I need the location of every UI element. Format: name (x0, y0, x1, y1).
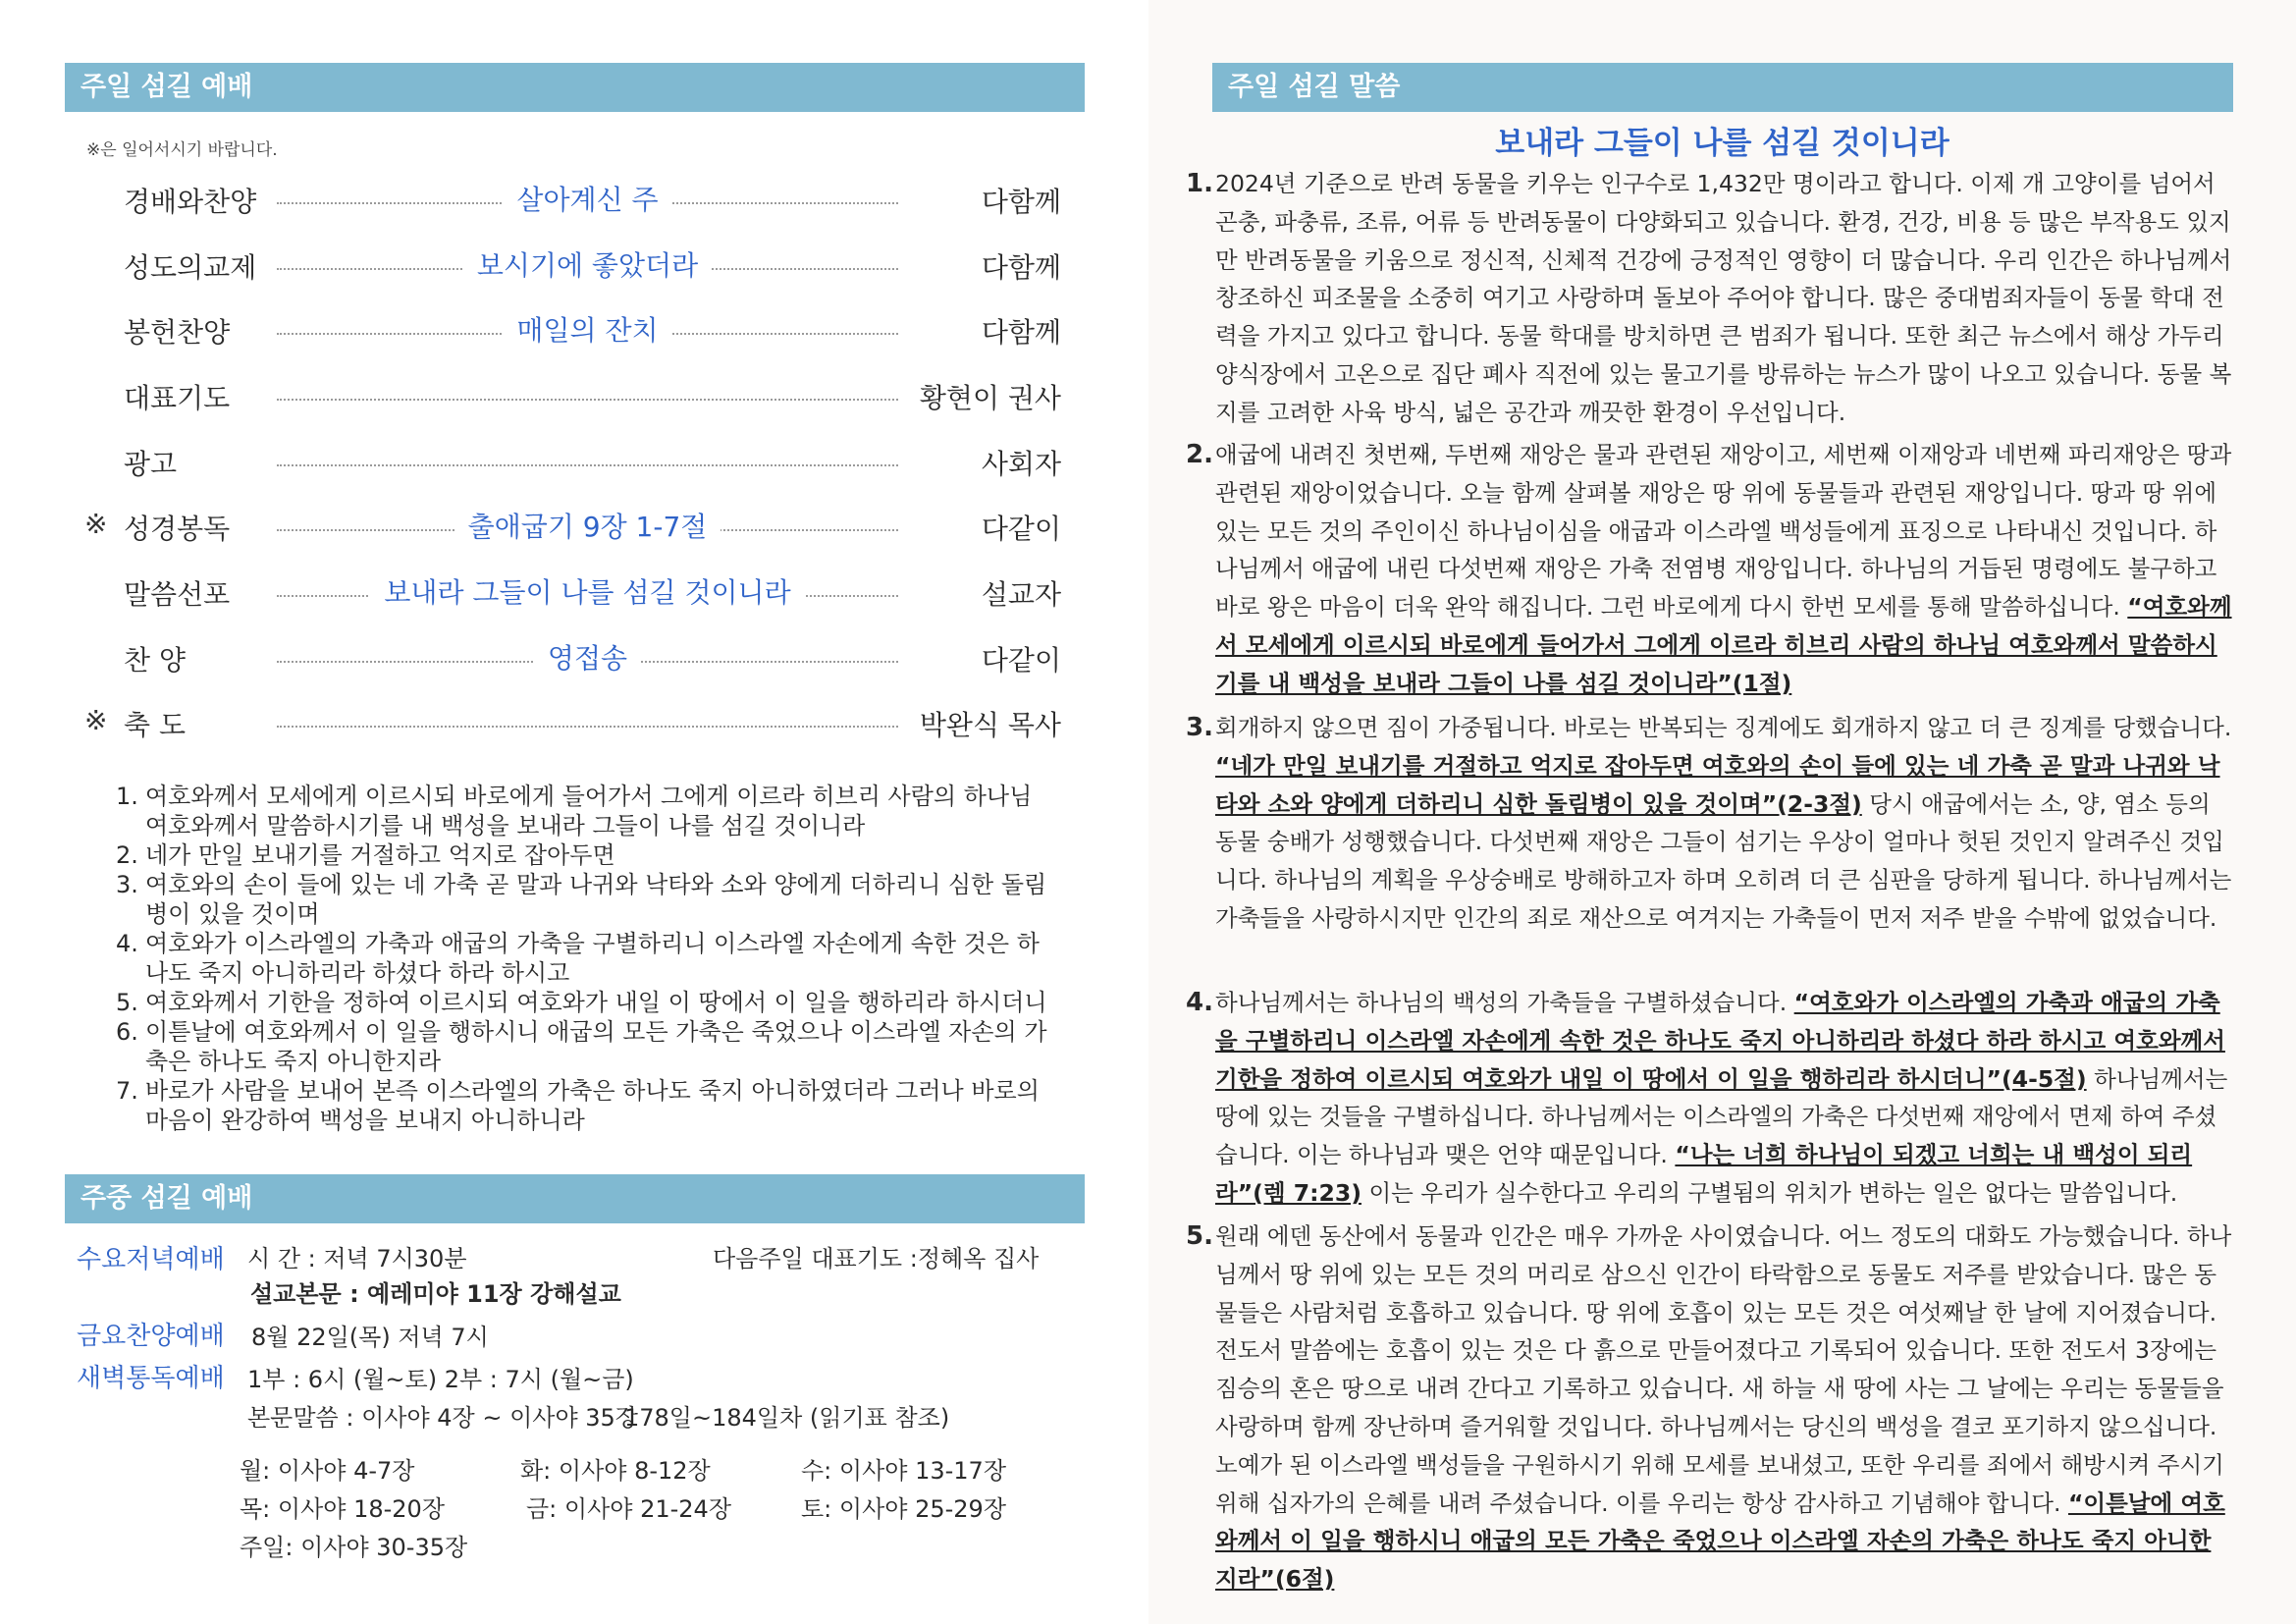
order-row (84, 373, 1061, 418)
sermon-paragraph (1186, 984, 2232, 1213)
paragraph-number: 1. (1186, 169, 1213, 198)
order-leader: 박완식 목사 (919, 709, 1061, 741)
verse-item (116, 870, 1048, 929)
order-leader: 설교자 (981, 578, 1061, 611)
paragraph-text: 2024년 기준으로 반려 동물을 키우는 인구수로 1,432만 명이라고 합니다. 이제 개 고양이를 넘어서 곤충, 파충류, 조류, 어류 등 반려동물이 다양화되고 있습니다. 환경, 건강, 비용 등 많은 부작용도 있지만 반려동물을 키움으로 정신적, 신체적 건강에 긍정적인 영향이 더 많습니다. 우리 인간은 하나님께서 창조하신 피조물을 소중히 여기고 사랑하며 돌보아 주어야 합니다. 많은 중대범죄자들이 동물 학대 전력을 가지고 있다고 합니다. 동물 학대를 방치하면 큰 범죄가 됩니다. 또한 최근 뉴스에서 해상 가두리 양식장에서 고온으로 집단 폐사 직전에 있는 물고기를 방류하는 뉴스가 많이 나오고 있습니다. 동물 복지를 고려한 사육 방식, 넓은 공간과 깨끗한 환경이 우선입니다. (1215, 170, 2232, 426)
wednesday-text: 설교본문 : 예레미야 11장 강해설교 (250, 1280, 621, 1308)
order-title: 보시기에 좋았더라 (463, 249, 712, 282)
verse-number: 5. (116, 989, 138, 1016)
paragraph-text: 이는 우리가 실수한다고 우리의 구별됨의 위치가 변하는 일은 없다는 말씀입니다. (1361, 1178, 2178, 1207)
order-title: 출애굽기 9장 1-7절 (454, 511, 721, 543)
verse-number: 3. (116, 871, 138, 898)
schedule-item: 월: 이사야 4-7장 (240, 1457, 415, 1485)
verse-number: 1. (116, 783, 138, 810)
order-leader: 다함께 (981, 186, 1061, 218)
verse-item (116, 1076, 1048, 1135)
paragraph-number: 5. (1186, 1221, 1213, 1251)
order-name: 대표기도 (124, 382, 231, 414)
order-name: 경배와찬양 (124, 186, 257, 218)
order-row (84, 569, 1061, 615)
sermon-paragraph (1186, 436, 2232, 703)
schedule-item: 토: 이사야 25-29장 (801, 1495, 1007, 1523)
dotted-leader (277, 399, 898, 401)
quoted-scripture: “이튿날에 여호와께서 이 일을 행하시니 애굽의 모든 가축은 죽었으나 이스라엘 자손의 가축은 하나도 죽지 아니한지라”(6절) (1215, 1489, 2225, 1594)
sermon-header: 주일 섬길 말씀 (1212, 63, 2233, 112)
order-row (84, 700, 1061, 745)
order-leader: 다함께 (981, 316, 1061, 349)
sermon-paragraph (1186, 165, 2232, 432)
paragraph-text: 애굽에 내려진 첫번째, 두번째 재앙은 물과 관련된 재앙이고, 세번째 이재앙과 네번째 파리재앙은 땅과 관련된 재앙이었습니다. 오늘 함께 살펴볼 재앙은 땅 위에 동물들과 관련된 재앙입니다. 땅과 땅 위에 있는 모든 것의 주인이신 하나님이심을 애굽과 이스라엘 백성들에게 표징으로 나타내신 것입니다. 하나님께서 애굽에 내린 다섯번째 재앙은 가축 전염병 재앙입니다. 하나님의 거듭된 명령에도 불구하고 바로 왕은 마음이 더욱 완악 해집니다. 그런 바로에게 다시 한번 모세를 통해 말씀하십니다. (1215, 441, 2232, 622)
verse-text: 여호와께서 기한을 정하여 이르시되 여호와가 내일 이 땅에서 이 일을 행하리라 하시더니 (145, 989, 1047, 1016)
verse-number: 7. (116, 1077, 138, 1105)
quoted-scripture: “네가 만일 보내기를 거절하고 억지로 잡아두면 여호와의 손이 들에 있는 네 가축 곧 말과 나귀와 낙타와 소와 양에게 더하리니 심한 돌림병이 있을 것이며”(2-3절) (1215, 751, 2220, 818)
sermon-title: 보내라 그들이 나를 섬길 것이니라 (1495, 126, 1949, 161)
friday-time: 8월 22일(목) 저녁 7시 (251, 1324, 489, 1351)
verse-item (116, 988, 1048, 1017)
quoted-scripture: “여호와가 이스라엘의 가축과 애굽의 가축을 구별하리니 이스라엘 자손에게 속한 것은 하나도 죽지 아니하리라 하셨다 하라 하시고 여호와께서 기한을 정하여 이르시되 여호와가 내일 이 땅에서 이 일을 행하리라 하시더니”(4-5절) (1215, 989, 2225, 1093)
next-prayer: 다음주일 대표기도 :정혜옥 집사 (713, 1245, 1040, 1272)
dawn-label: 새벽통독예배 (77, 1364, 225, 1393)
schedule-item: 화: 이사야 8-12장 (520, 1457, 711, 1485)
order-name: 찬 양 (124, 644, 186, 677)
paragraph-text: 하나님께서는 하나님의 백성의 가축들을 구별하셨습니다. (1215, 989, 1794, 1016)
order-row (84, 177, 1061, 222)
order-title: 영접송 (534, 642, 641, 675)
schedule-item: 금: 이사야 21-24장 (526, 1495, 732, 1523)
friday-label: 금요찬양예배 (77, 1322, 225, 1351)
verse-number: 4. (116, 930, 138, 957)
verse-item (116, 782, 1048, 840)
dotted-leader (277, 726, 898, 728)
stand-mark: ※ (84, 508, 108, 540)
order-leader: 다같이 (981, 644, 1061, 677)
paragraph-text: 원래 에덴 동산에서 동물과 인간은 매우 가까운 사이였습니다. 어느 정도의 대화도 가능했습니다. 하나님께서 땅 위에 있는 모든 것의 머리로 삼으신 인간이 타락함으로 동물도 저주를 받았습니다. 많은 동물들은 사람처럼 호흡하고 있습니다. 땅 위에 호흡이 있는 모든 것은 여섯째날 한 날에 지어졌습니다. 전도서 말씀에는 호흡이 있는 것은 다 흙으로 만들어졌다고 기록되어 있습니다. 또한 전도서 3장에는 짐승의 혼은 땅으로 내려 간다고 기록하고 있습니다. 새 하늘 새 땅에 사는 그 날에는 우리는 동물들을 사랑하며 함께 장난하며 즐거워할 것입니다. 하나님께서는 당신의 백성을 결코 포기하지 않으십니다. 노예가 된 이스라엘 백성들을 구원하시기 위해 모세를 보내셨고, 또한 우리를 죄에서 해방시켜 주시기 위해 십자가의 은혜를 내려 주셨습니다. 이를 우리는 항상 감사하고 기념해야 합니다. (1215, 1222, 2232, 1517)
wednesday-time: 시 간 : 저녁 7시30분 (247, 1245, 467, 1272)
order-name: 축 도 (124, 709, 186, 741)
verse-text: 바로가 사람을 보내어 본즉 이스라엘의 가축은 하나도 죽지 아니하였더라 그러나 바로의 마음이 완강하여 백성을 보내지 아니하니라 (145, 1077, 1040, 1134)
schedule-item: 목: 이사야 18-20장 (240, 1495, 446, 1523)
verse-text: 이튿날에 여호와께서 이 일을 행하시니 애굽의 모든 가축은 죽었으나 이스라엘 자손의 가축은 하나도 죽지 아니한지라 (145, 1018, 1047, 1075)
dawn-time: 1부 : 6시 (월~토) 2부 : 7시 (월~금) (247, 1366, 634, 1393)
stand-note: ※은 일어서시기 바랍니다. (86, 140, 278, 160)
order-name: 봉헌찬양 (124, 316, 231, 349)
dawn-text: 본문말씀 : 이사야 4장 ~ 이사야 35장 (247, 1404, 638, 1432)
order-leader: 다함께 (981, 251, 1061, 284)
verse-number: 2. (116, 841, 138, 869)
dotted-leader (277, 464, 898, 466)
paragraph-text: 당시 애굽에서는 소, 양, 염소 등의 동물 숭배가 성행했습니다. 다섯번째 재앙은 그들이 섬기는 우상이 얼마나 헛된 것인지 알려주신 것입니다. 하나님의 계획을 우상숭배로 방해하고자 하며 오히려 더 큰 심판을 당하게 됩니다. 하나님께서는 가축들을 사랑하시지만 인간의 죄로 재산으로 여겨지는 가축들이 먼저 저주 받을 수밖에 없었습니다. (1215, 789, 2232, 932)
weekly-header: 주중 섬길 예배 (65, 1174, 1085, 1223)
quoted-scripture: “여호와께서 모세에게 이르시되 바로에게 들어가서 그에게 이르라 히브리 사람의 하나님 여호와께서 말씀하시기를 내 백성을 보내라 그들이 나를 섬길 것이니라”(1절) (1215, 593, 2232, 697)
paragraph-number: 2. (1186, 440, 1213, 469)
paragraph-text: 하나님께서는 땅에 있는 것들을 구별하십니다. 하나님께서는 이스라엘의 가축은 다섯번째 재앙에서 면제 하여 주셨습니다. 이는 하나님과 맺은 언약 때문입니다. (1215, 1064, 2228, 1169)
order-row (84, 307, 1061, 352)
quoted-scripture: “나는 너희 하나님이 되겠고 너희는 내 백성이 되리라”(렘 7:23) (1215, 1141, 2193, 1207)
sermon-paragraph (1186, 709, 2232, 938)
order-name: 성경봉독 (124, 513, 231, 545)
order-header: 주일 섬길 예배 (65, 63, 1085, 112)
dawn-days: 178일~184일차 (읽기표 참조) (624, 1404, 950, 1432)
order-leader: 황현이 권사 (919, 382, 1061, 414)
verse-text: 여호와가 이스라엘의 가축과 애굽의 가축을 구별하리니 이스라엘 자손에게 속한 것은 하나도 죽지 아니하리라 하셨다 하라 하시고 (145, 930, 1040, 987)
schedule-item: 주일: 이사야 30-35장 (240, 1534, 468, 1561)
order-name: 광고 (124, 448, 178, 480)
stand-mark: ※ (84, 704, 108, 736)
scripture-verses (116, 782, 1048, 1135)
order-name: 말씀선포 (124, 578, 231, 611)
verse-text: 여호와께서 모세에게 이르시되 바로에게 들어가서 그에게 이르라 히브리 사람의 하나님 여호와께서 말씀하시기를 내 백성을 보내라 그들이 나를 섬길 것이니라 (145, 783, 1033, 839)
paragraph-number: 4. (1186, 988, 1213, 1017)
schedule-item: 수: 이사야 13-17장 (801, 1457, 1007, 1485)
order-title: 살아계신 주 (503, 184, 671, 216)
verse-text: 네가 만일 보내기를 거절하고 억지로 잡아두면 (145, 841, 615, 869)
paragraph-number: 3. (1186, 713, 1213, 742)
order-row (84, 635, 1061, 680)
paragraph-text: 회개하지 않으면 짐이 가중됩니다. 바로는 반복되는 징계에도 회개하지 않고 더 큰 징계를 당했습니다. (1215, 714, 2232, 741)
order-title: 매일의 잔치 (503, 314, 671, 347)
order-name: 성도의교제 (124, 251, 257, 284)
order-row (84, 439, 1061, 484)
order-row (84, 504, 1061, 549)
verse-text: 여호와의 손이 들에 있는 네 가축 곧 말과 나귀와 낙타와 소와 양에게 더하리니 심한 돌림병이 있을 것이며 (145, 871, 1047, 928)
sermon-paragraph (1186, 1218, 2232, 1598)
verse-item (116, 1017, 1048, 1076)
verse-item (116, 840, 1048, 870)
order-leader: 사회자 (981, 448, 1061, 480)
verse-item (116, 929, 1048, 988)
order-title: 보내라 그들이 나를 섬길 것이니라 (370, 576, 804, 609)
order-leader: 다같이 (981, 513, 1061, 545)
verse-number: 6. (116, 1018, 138, 1046)
wednesday-label: 수요저녁예배 (77, 1245, 225, 1274)
order-row (84, 243, 1061, 288)
